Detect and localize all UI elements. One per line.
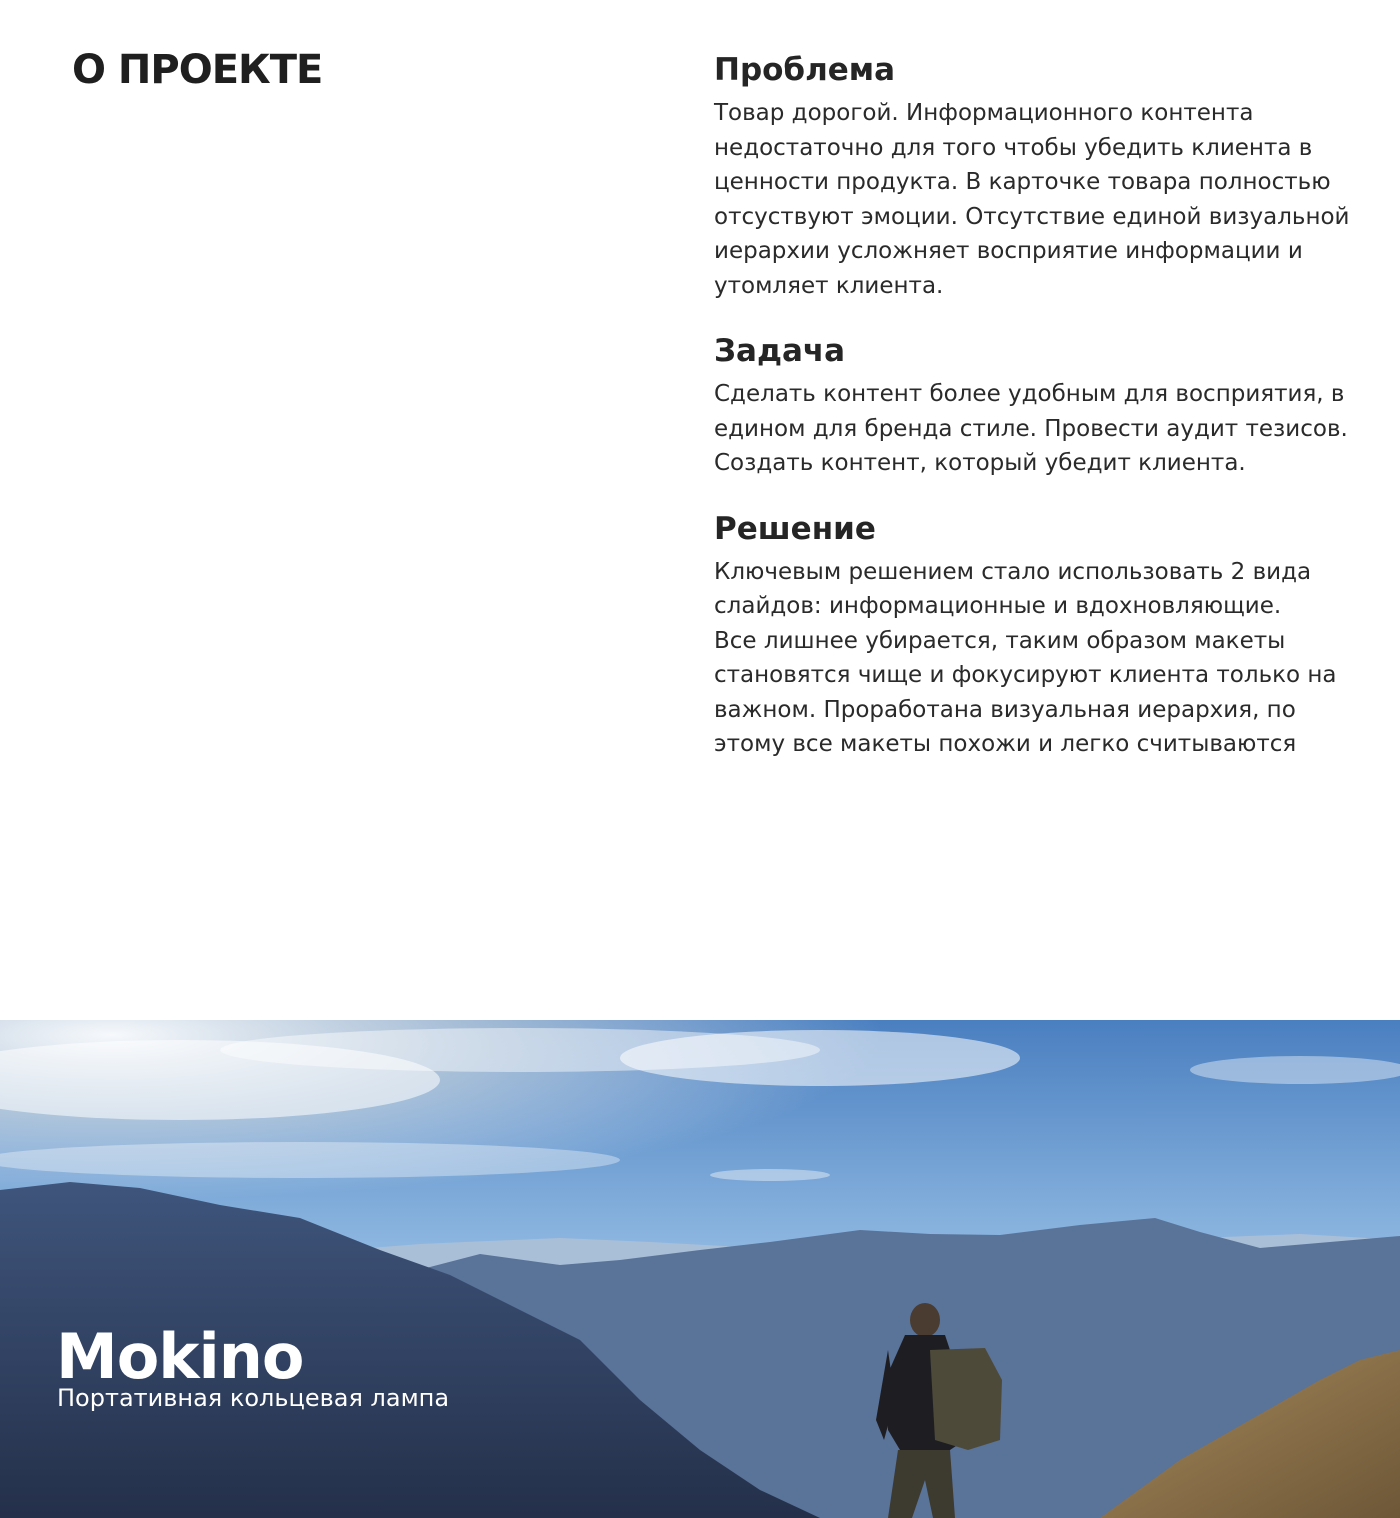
page-title: О ПРОЕКТЕ bbox=[72, 47, 323, 93]
section-paragraph: Все лишнее убирается, таким образом макеты становятся чище и фокусируют клиента только на важном. Проработана визуальная иерархия, по этому все макеты похожи и легко считываются bbox=[714, 627, 1337, 757]
section-problem bbox=[714, 48, 1354, 303]
brand-subtitle: Портативная кольцевая лампа bbox=[57, 1384, 450, 1412]
section-body-problem bbox=[714, 96, 1354, 303]
section-paragraph: Сделать контент более удобным для восприятия, в едином для бренда стиле. Провести аудит тезисов. Создать контент, который убедит клиента. bbox=[714, 381, 1348, 476]
section-heading-problem: Проблема bbox=[714, 52, 896, 88]
project-sections bbox=[714, 48, 1354, 762]
hero-banner bbox=[0, 1020, 1400, 1518]
section-body-solution bbox=[714, 555, 1354, 762]
section-task bbox=[714, 329, 1354, 481]
section-paragraph: Ключевым решением стало использовать 2 вида слайдов: информационные и вдохновляющие. bbox=[714, 558, 1312, 619]
section-solution bbox=[714, 507, 1354, 762]
section-paragraph: Товар дорогой. Информационного контента недостаточно для того чтобы убедить клиента в ценности продукта. В карточке товара полностью отсуствуют эмоции. Отсутствие единой визуальной иерархии усложняет восприятие информации и утомляет клиента. bbox=[714, 100, 1350, 299]
brand-title: Mokino bbox=[56, 1320, 304, 1393]
section-heading-solution: Решение bbox=[714, 510, 876, 547]
mountain-landscape-image bbox=[0, 1020, 1400, 1518]
section-body-task bbox=[714, 377, 1354, 481]
section-heading-task: Задача bbox=[714, 333, 846, 369]
